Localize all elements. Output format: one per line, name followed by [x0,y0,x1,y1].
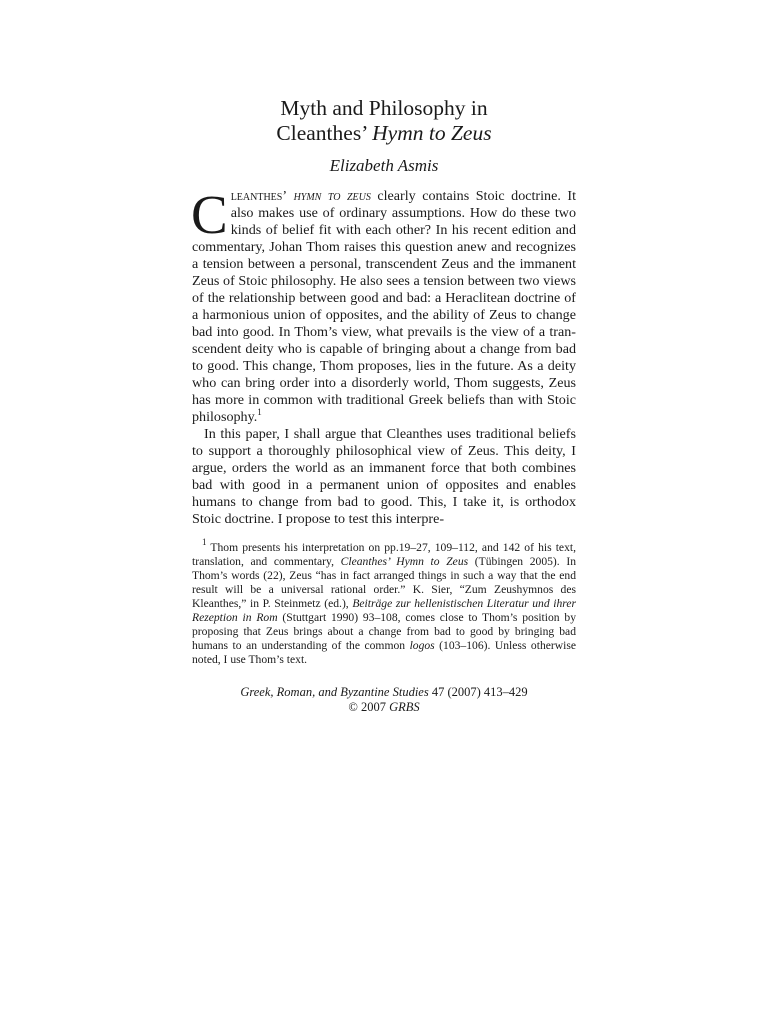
paragraph-1 [191,184,576,426]
footnote-reference[interactable]: 1 [257,407,262,417]
article-page [192,96,576,715]
smallcaps-title: hymn to zeus [293,188,371,204]
footnote [192,537,576,667]
title-line-1: Myth and Philosophy in [280,96,488,120]
article-body [191,184,576,528]
copyright-prefix: © 2007 [348,700,390,714]
footnote-italic-2: Beiträge zur hellenistischen Literatur und ihrer Rezeption in Rom [192,597,576,624]
footnote-text-2: (Tübingen 2005). In Thom’s words (22), Zeus “has in fact arranged things in such a way that the end result will be a universal rational order.” K. Sier, “Zum Zeushymnos des Kleanthes,” in P. Steinmetz (ed.), [192,555,576,610]
footnote-text-3: (Stuttgart 1990) 93–108, comes close to Thom’s position by proposing that Zeus brings about a change from bad to good by bringing bad humans to an understanding of the common [192,611,576,652]
author-name: Elizabeth Asmis [329,156,439,175]
journal-name: Greek, Roman, and Byzantine Studies [240,685,429,699]
footnote-1 [192,537,576,667]
paragraph-2: In this paper, I shall argue that Cleanthes uses traditional beliefs to support a thoroughly philosophical view of Zeus. This deity, I argue, orders the world as an immanent force that both combines bad with good in a permanent union of opposites and enables humans to change from bad to good. This, I take it, is orthodox Stoic doctrine. I propose to test this interpre- [192,426,576,527]
footnote-text-1: Thom presents his interpretation on pp.19–27, 109–112, and 142 of his text, translation, and commentary, [192,541,576,568]
article-title [192,96,576,146]
paragraph-1-text: clearly contains Stoic doctrine. It also makes use of ordinary assumptions. How do these two kinds of belief fit with each other? In his recent edition and commentary, Johan Thom raises this question anew and recognizes a tension between a personal, transcendent Zeus and the immanent Zeus of Stoic philosophy. He also sees a tension between two views of the relationship between good and bad: a Heraclitean doctrine of a harmonious union of opposites, and the ability of Zeus to change bad into good. In Thom’s view, what prevails is the view of a transcendent deity who is capable of bringing about a change from bad to good. This change, Thom proposes, lies in the future. As a deity who can bring order into a disorderly world, Thom suggests, Zeus has more in common with traditional Greek beliefs than with Stoic philosophy. [192,188,576,425]
smallcaps-name: leanthes’ [230,188,288,204]
footnote-text-4: (103–106). Unless otherwise noted, I use Thom’s text. [192,639,576,666]
copyright-line [192,700,576,715]
title-line-2-italic: Hymn to Zeus [372,121,492,145]
drop-cap: C [191,184,228,245]
footnote-italic-3: logos [409,639,435,652]
copyright-holder: GRBS [389,700,420,714]
footnote-number: 1 [202,537,207,547]
journal-citation [192,685,576,700]
journal-volume: 47 (2007) 413–429 [428,685,528,699]
journal-footer [192,685,576,715]
footnote-italic-1: Cleanthes’ Hymn to Zeus [340,555,469,568]
title-line-2-prefix: Cleanthes’ [276,121,373,145]
